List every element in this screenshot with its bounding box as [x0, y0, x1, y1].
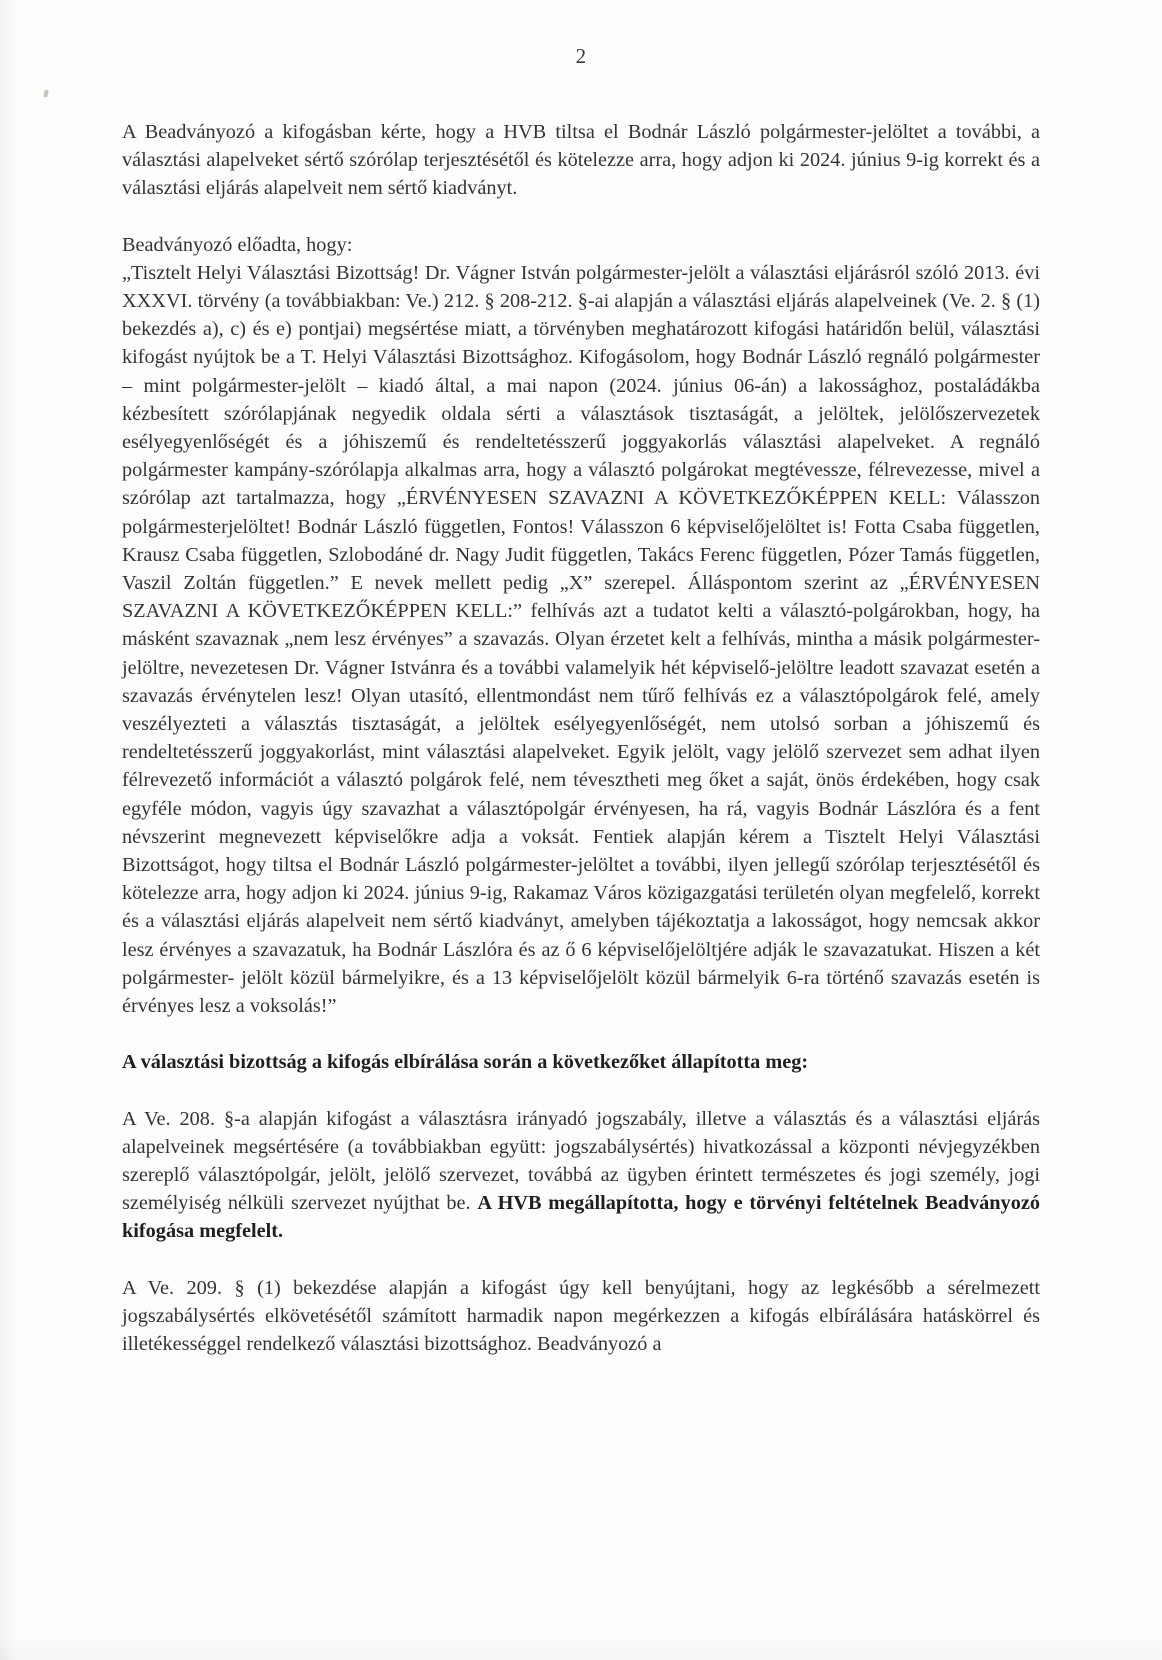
paragraph-submitter-intro: Beadványozó előadta, hogy: [122, 233, 353, 256]
scan-artifact-speck [43, 90, 48, 98]
scan-edge-shadow-left [0, 0, 18, 1660]
section-heading-findings: A választási bizottság a kifogás elbírálása során a következőket állapította meg: [122, 1051, 809, 1074]
scan-edge-shadow-bottom [0, 1634, 1162, 1660]
ve-208-conclusion-bold: A HVB megállapította, hogy e törvényi feltételnek Beadványozó kifogása megfelelt. [122, 1192, 1040, 1243]
paragraph-spacer [122, 1246, 1040, 1274]
paragraph-spacer [122, 1020, 1040, 1048]
paragraph-ve-209: A Ve. 209. § (1) bekezdése alapján a kifogást úgy kell benyújtani, hogy az legkésőbb a sérelmezett jogszabálysértés elkövetésétől számított harmadik napon megérkezzen a kifogás elbírálására hatáskörrel és illetékességgel rendelkező választási bizottsághoz. Beadványozó a [122, 1276, 1040, 1355]
paragraph-ve-208 [122, 1105, 1040, 1246]
page-number: 2 [575, 44, 587, 68]
ve-208-text: A Ve. 208. §-a alapján kifogást a választásra irányadó jogszabály, illetve a választás és a választási eljárás alapelveinek megsértésére (a továbbiakban együtt: jogszabálysértés) hivatkozással a központi névjegyzékben szereplő választópolgár, jelölt, jelölő szervezet, továbbá az ügyben érintett természetes és jogi személy, jogi személyiség nélküli szervezet nyújthat be. [122, 1107, 1040, 1215]
document-body [122, 118, 1040, 1358]
paragraph-spacer [122, 203, 1040, 231]
paragraph-spacer [122, 1077, 1040, 1105]
paragraph-quoted-complaint: „Tisztelt Helyi Választási Bizottság! Dr. Vágner István polgármester-jelölt a választási eljárásról szóló 2013. évi XXXVI. törvény (a továbbiakban: Ve.) 212. § 208-212. §-ai alapján a választási eljárás alapelveinek (Ve. 2. § (1) bekezdés a), c) és e) pontjai) megsértése miatt, a törvényben meghatározott kifogási határidőn belül, választási kifogást nyújtok be a T. Helyi Választási Bizottsághoz. Kifogásolom, hogy Bodnár László regnáló polgármester – mint polgármester-jelölt – kiadó által, a mai napon (2024. június 06-án) a lakossághoz, postaládákba kézbesített szórólapjának negyedik oldala sérti a választások tisztaságát, a jelöltek, jelölőszervezetek esélyegyenlőségét és a jóhiszemű és rendeltetésszerű joggyakorlás választási alapelveket. A regnáló polgármester kampány-szórólapja alkalmas arra, hogy a választó polgárokat megtévessze, félrevezesse, mivel a szórólap azt tartalmazza, hogy „ÉRVÉNYESEN SZAVAZNI A KÖVETKEZŐKÉPPEN KELL: Válasszon polgármesterjelöltet! Bodnár László független, Fontos! Válasszon 6 képviselőjelöltet is! Fotta Csaba független, Krausz Csaba független, Szlobodáné dr. Nagy Judit független, Takács Ferenc független, Pózer Tamás független, Vaszil Zoltán független.” E nevek mellett pedig „X” szerepel. Álláspontom szerint az „ÉRVÉNYESEN SZAVAZNI A KÖVETKEZŐKÉPPEN KELL:” felhívás azt a tudatot kelti a választó-polgárokban, hogy, ha másként szavaznak „nem lesz érvényes” a szavazás. Olyan érzetet kelt a felhívás, mintha a másik polgármester-jelöltre, nevezetesen Dr. Vágner Istvánra és a további valamelyik hét képviselő-jelöltre leadott szavazat esetén a szavazás érvénytelen lesz! Olyan utasító, ellentmondást nem tűrő felhívás ez a választópolgárok felé, amely veszélyezteti a választás tisztaságát, a jelöltek esélyegyenlőségét, nem utolsó sorban a jóhiszemű és rendeltetésszerű joggyakorlást, mint választási alapelveket. Egyik jelölt, vagy jelölő szervezet sem adhat ilyen félrevezető információt a választó polgárok felé, nem tévesztheti meg őket a saját, önös érdekében, hogy csak egyféle módon, vagyis úgy szavazhat a választópolgár érvényesen, ha rá, vagyis Bodnár Lászlóra és a fent névszerint megnevezett képviselőkre adja a voksát. Fentiek alapján kérem a Tisztelt Helyi Választási Bizottságot, hogy tiltsa el Bodnár László polgármester-jelöltet a további, ilyen jellegű szórólap terjesztésétől és kötelezze arra, hogy adjon ki 2024. június 9-ig, Rakamaz Város közigazgatási területén olyan megfelelő, korrekt és a választási eljárás alapelveit nem sértő kiadványt, amelyben tájékoztatja a lakosságot, hogy nemcsak akkor lesz érvényes a szavazatuk, ha Bodnár Lászlóra és az ő 6 képviselőjelöltjére adják le szavazatukat. Hiszen a két polgármester- jelölt közül bármelyikre, és a 13 képviselőjelölt közül bármelyik 6-ra történő szavazás esetén is érvényes lesz a voksolás!” [122, 261, 1040, 1018]
paragraph-request: A Beadványozó a kifogásban kérte, hogy a HVB tiltsa el Bodnár László polgármester-jelöltet a további, a választási alapelveket sértő szórólap terjesztésétől és kötelezze arra, hogy adjon ki 2024. június 9-ig korrekt és a választási eljárás alapelveit nem sértő kiadványt. [122, 121, 1040, 200]
